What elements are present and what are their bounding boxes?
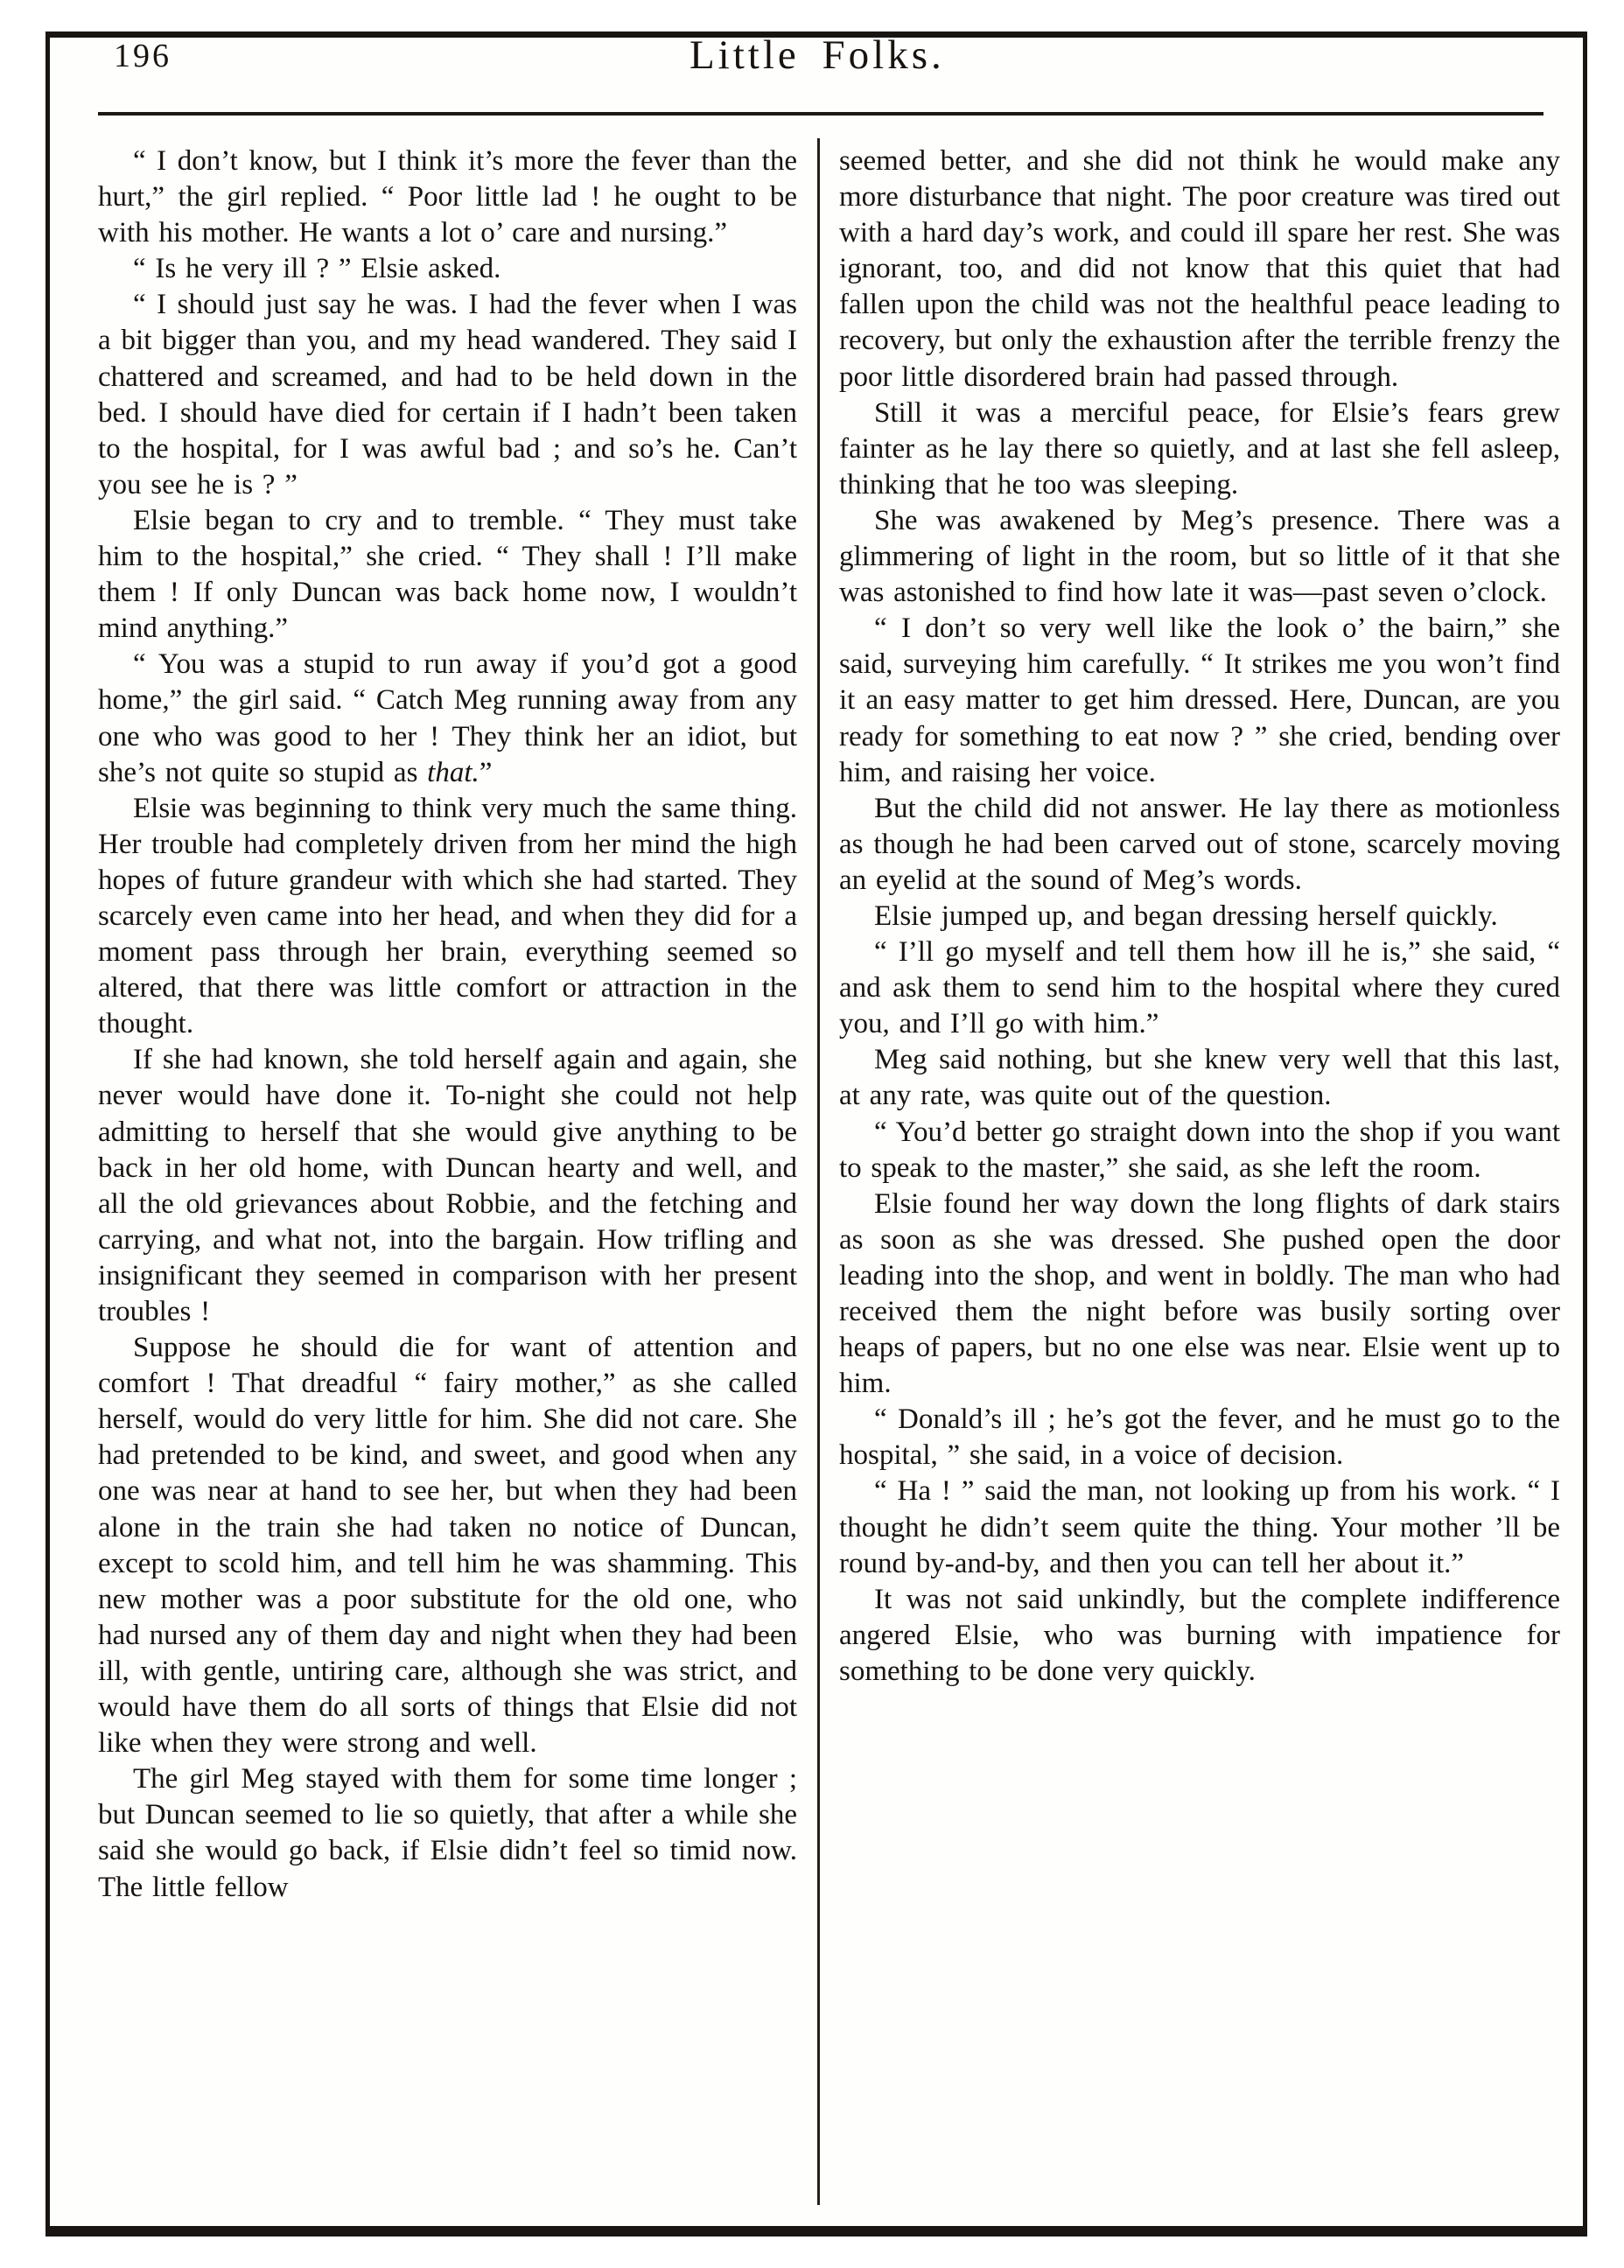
paragraph: “ Ha ! ” said the man, not looking up from his work. “ I thought he didn’t seem quite the thing. Your mother ’ll be round by-and-by, and then you can tell her about it.” [839, 1475, 1560, 1579]
column-divider [817, 138, 820, 2205]
paragraph: Meg said nothing, but she knew very well that this last, at any rate, was quite out of the question. [839, 1044, 1560, 1112]
paragraph: If she had known, she told herself again and again, she never would have done it. To-night she could not help admitting to herself that she would give anything to be back in her old home, with Duncan hearty and well, and all the old grievances about Robbie, and the fetching and carrying, and what not, into the bargain. How trifling and insignificant they seemed in comparison with her present troubles ! [98, 1044, 797, 1327]
paragraph: “ Donald’s ill ; he’s got the fever, and he must go to the hospital, ” she said, in a voice of decision. [839, 1404, 1560, 1472]
paragraph: She was awakened by Meg’s presence. There was a glimmering of light in the room, but so little of it that she was astonished to find how late it was—past seven o’clock. [839, 504, 1560, 609]
page-title: Little Folks. [689, 32, 945, 78]
paragraph: Still it was a merciful peace, for Elsie’s fears grew fainter as he lay there so quietly, and at last she fell asleep, thinking that he too was sleeping. [839, 396, 1560, 500]
paragraph: “ I’ll go myself and tell them how ill he is,” she said, “ and ask them to send him to the hospital where they cured you, and I’ll go with him.” [839, 936, 1560, 1040]
paragraph: “ I don’t so very well like the look o’ the bairn,” she said, surveying him carefully. “ It strikes me you won’t find it an easy matter to get him dressed. Here, Duncan, are you ready for something to eat now ? ” she cried, bending over him, and raising her voice. [839, 612, 1560, 788]
header-rule [98, 112, 1544, 116]
paragraph: “ You’d better go straight down into the shop if you want to speak to the master,” she said, as she left the room. [839, 1116, 1560, 1184]
page-number: 196 [114, 38, 172, 74]
paragraph: Elsie found her way down the long flights of dark stairs as soon as she was dressed. She pushed open the door leading into the shop, and went in boldly. The man who had received them the night before was busily sorting over heaps of papers, but no one else was near. Elsie went up to him. [839, 1187, 1560, 1400]
right-column [839, 144, 1560, 1690]
paragraph: Elsie was beginning to think very much the same thing. Her trouble had completely driven from her mind the high hopes of future grandeur with which she had started. They scarcely even came into her head, and when they did for a moment pass through her brain, everything seemed so altered, that there was little comfort or attraction in the thought. [98, 792, 797, 1040]
paragraph: “ You was a stupid to run away if you’d got a good home,” the girl said. “ Catch Meg running away from any one who was good to her ! They think her an idiot, but she’s not quite so stupid as that.” [98, 648, 797, 788]
paragraph: It was not said unkindly, but the complete indifference angered Elsie, who was burning with impatience for something to be done very quickly. [839, 1583, 1560, 1687]
paragraph: Suppose he should die for want of attention and comfort ! That dreadful “ fairy mother,” as she called herself, would do very little for him. She did not care. She had pretended to be kind, and sweet, and good when any one was near at hand to see her, but when they had been alone in the train she had taken no notice of Duncan, except to scold him, and tell him he was shamming. This new mother was a poor substitute for the old one, who had nursed any of them day and night when they had been ill, with gentle, untiring care, although she was strict, and would have them do all sorts of things that Elsie did not like when they were strong and well. [98, 1332, 797, 1760]
left-column [98, 144, 797, 1906]
paragraph: The girl Meg stayed with them for some time longer ; but Duncan seemed to lie so quietly, that after a while she said she would go back, if Elsie didn’t feel so timid now. The little fellow [98, 1763, 797, 1903]
paragraph: seemed better, and she did not think he would make any more disturbance that night. The poor creature was tired out with a hard day’s work, and could ill spare her rest. She was ignorant, too, and did not know that this quiet that had fallen upon the child was not the healthful peace leading to recovery, but only the exhaustion after the terrible frenzy the poor little disordered brain had passed through. [839, 145, 1560, 393]
paragraph: Elsie jumped up, and began dressing herself quickly. [874, 900, 1498, 932]
paragraph: “ Is he very ill ? ” Elsie asked. [133, 253, 501, 285]
paragraph: But the child did not answer. He lay there as motionless as though he had been carved out of stone, scarcely moving an eyelid at the sound of Meg’s words. [839, 792, 1560, 896]
paragraph: “ I don’t know, but I think it’s more the fever than the hurt,” the girl replied. “ Poor little lad ! he ought to be with his mother. He wants a lot o’ care and nursing.” [98, 145, 797, 249]
paragraph: Elsie began to cry and to tremble. “ They must take him to the hospital,” she cried. “ They shall ! I’ll make them ! If only Duncan was back home now, I wouldn’t mind anything.” [98, 504, 797, 645]
paragraph: “ I should just say he was. I had the fever when I was a bit bigger than you, and my head wandered. They said I chattered and screamed, and had to be held down in the bed. I should have died for certain if I hadn’t been taken to the hospital, for I was awful bad ; and so’s he. Can’t you see he is ? ” [98, 289, 797, 500]
